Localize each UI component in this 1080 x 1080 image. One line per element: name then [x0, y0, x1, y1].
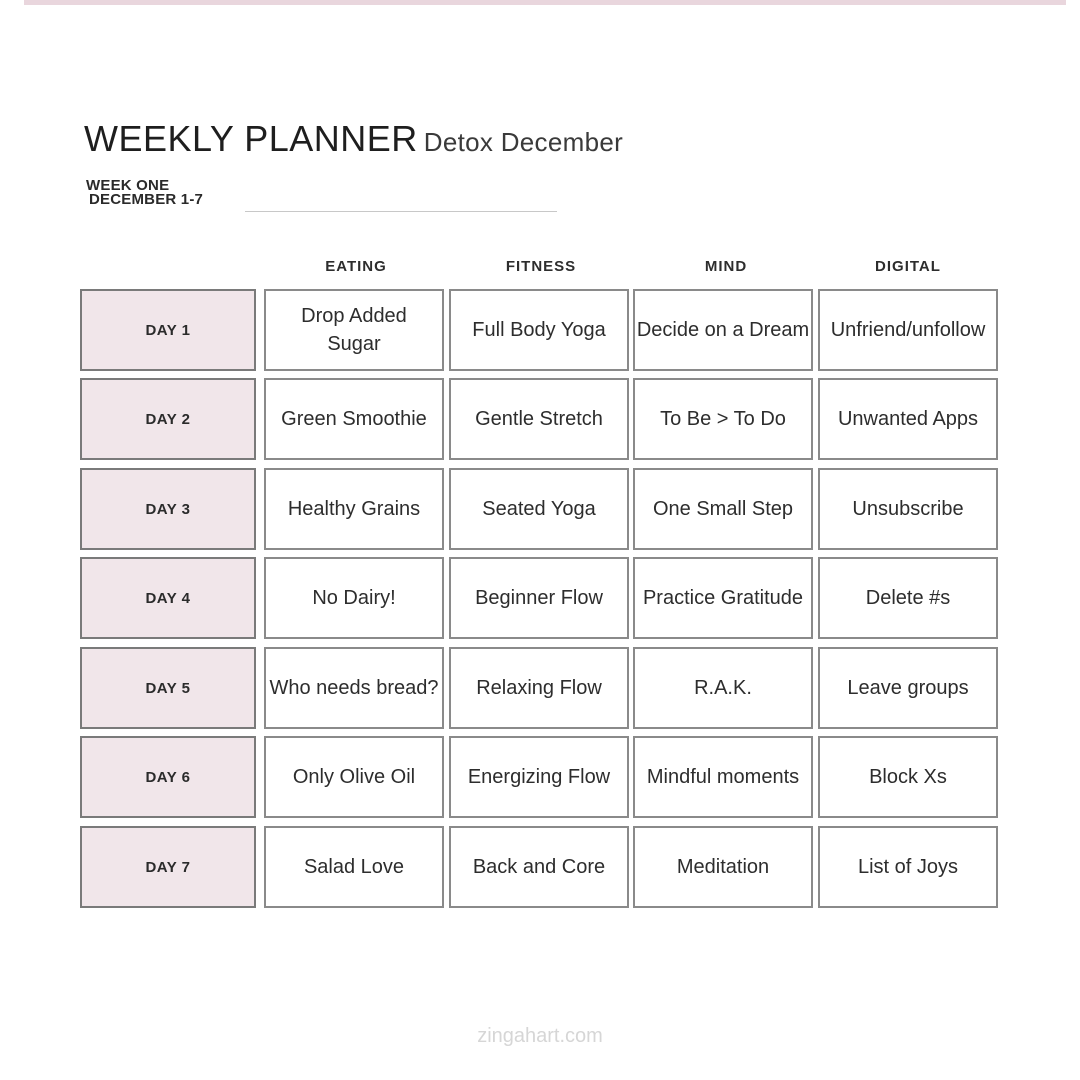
day-label: DAY 5 [80, 647, 256, 729]
planner-cell[interactable]: Block Xs [818, 736, 998, 818]
day-label: DAY 6 [80, 736, 256, 818]
planner-cell[interactable]: Gentle Stretch [449, 378, 629, 460]
day-label: DAY 2 [80, 378, 256, 460]
planner-cell[interactable]: Decide on a Dream [633, 289, 813, 371]
planner-cell[interactable]: Healthy Grains [264, 468, 444, 550]
planner-cell[interactable]: Unsubscribe [818, 468, 998, 550]
planner-cell[interactable]: Who needs bread? [264, 647, 444, 729]
top-accent-bar [24, 0, 1066, 5]
planner-cell[interactable]: One Small Step [633, 468, 813, 550]
column-header-fitness: FITNESS [505, 258, 577, 275]
planner-cell[interactable]: Unwanted Apps [818, 378, 998, 460]
planner-cell[interactable]: No Dairy! [264, 557, 444, 639]
planner-cell[interactable]: R.A.K. [633, 647, 813, 729]
planner-cell[interactable]: To Be > To Do [633, 378, 813, 460]
day-label: DAY 4 [80, 557, 256, 639]
footer-watermark: zingahart.com [477, 1025, 603, 1047]
planner-cell[interactable]: Practice Gratitude [633, 557, 813, 639]
planner-cell[interactable]: Full Body Yoga [449, 289, 629, 371]
day-label: DAY 3 [80, 468, 256, 550]
date-range-label: DECEMBER 1-7 [89, 191, 204, 208]
planner-cell[interactable]: Back and Core [449, 826, 629, 908]
planner-cell[interactable]: Drop Added Sugar [264, 289, 444, 371]
planner-cell[interactable]: Delete #s [818, 557, 998, 639]
column-header-mind: MIND [704, 258, 748, 275]
planner-subtitle: Detox December [423, 127, 624, 157]
planner-cell[interactable]: Beginner Flow [449, 557, 629, 639]
page-title [84, 118, 623, 160]
column-header-eating: EATING [325, 258, 387, 275]
day-label: DAY 1 [80, 289, 256, 371]
planner-cell[interactable]: Seated Yoga [449, 468, 629, 550]
planner-cell[interactable]: Relaxing Flow [449, 647, 629, 729]
planner-cell[interactable]: Mindful moments [633, 736, 813, 818]
planner-cell[interactable]: Green Smoothie [264, 378, 444, 460]
planner-cell[interactable]: Salad Love [264, 826, 444, 908]
planner-cell[interactable]: Energizing Flow [449, 736, 629, 818]
day-label: DAY 7 [80, 826, 256, 908]
planner-title: WEEKLY PLANNER [84, 118, 418, 159]
week-label: WEEK ONE [86, 177, 170, 194]
planner-cell[interactable]: Unfriend/unfollow [818, 289, 998, 371]
planner-cell[interactable]: Only Olive Oil [264, 736, 444, 818]
planner-cell[interactable]: Meditation [633, 826, 813, 908]
planner-cell[interactable]: Leave groups [818, 647, 998, 729]
column-header-digital: DIGITAL [875, 258, 941, 275]
write-in-line [245, 211, 557, 212]
planner-cell[interactable]: List of Joys [818, 826, 998, 908]
